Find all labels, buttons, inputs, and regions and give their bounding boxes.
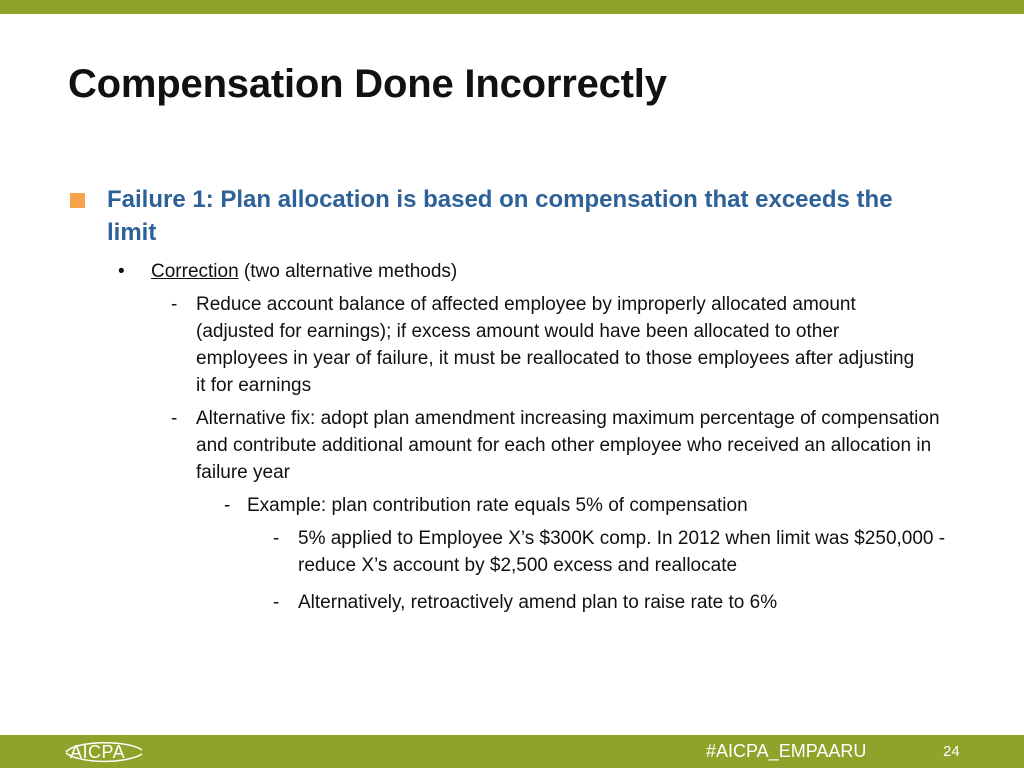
dash-bullet-icon: - (171, 408, 178, 429)
footer-bar (0, 735, 1024, 768)
dash-bullet-icon: - (273, 592, 280, 613)
aicpa-logo (66, 739, 129, 765)
level5-item-example-calculation: 5% applied to Employee X’s $300K comp. In 2012 when limit was $250,000 - reduce X’s account by $2,500 excess and reallocate (298, 528, 946, 576)
dash-bullet-icon: - (224, 495, 231, 516)
level5-item-alternatively: Alternatively, retroactively amend plan to raise rate to 6% (298, 592, 778, 613)
logo-text: AICPA (70, 741, 126, 762)
level3-item-alternative-fix: Alternative fix: adopt plan amendment increasing maximum percentage of compensation and contribute additional amount for each other employee who received an allocation in failure year (196, 408, 940, 483)
correction-description: (two alternative methods) (238, 261, 458, 282)
dash-bullet-icon: - (273, 528, 280, 549)
page-number: 24 (943, 743, 960, 760)
slide-title: Compensation Done Incorrectly (68, 62, 667, 106)
level3-item-reduce-balance: Reduce account balance of affected employee by improperly allocated amount (adjusted for earnings); if excess amount would have been allocated to other employees in year of failure, it must be reallocated to those employees after adjusting it for earnings (196, 294, 915, 396)
dash-bullet-icon: - (171, 294, 178, 315)
correction-label: Correction (151, 261, 239, 282)
level1-bullet-text: Failure 1: Plan allocation is based on compensation that exceeds the limit (107, 186, 893, 246)
round-bullet-icon: • (118, 261, 125, 282)
footer-hashtag: #AICPA_EMPAARU (706, 741, 867, 761)
level2-item (151, 258, 457, 285)
level4-item-example: Example: plan contribution rate equals 5% of compensation (247, 495, 748, 516)
square-bullet-icon (70, 193, 85, 208)
